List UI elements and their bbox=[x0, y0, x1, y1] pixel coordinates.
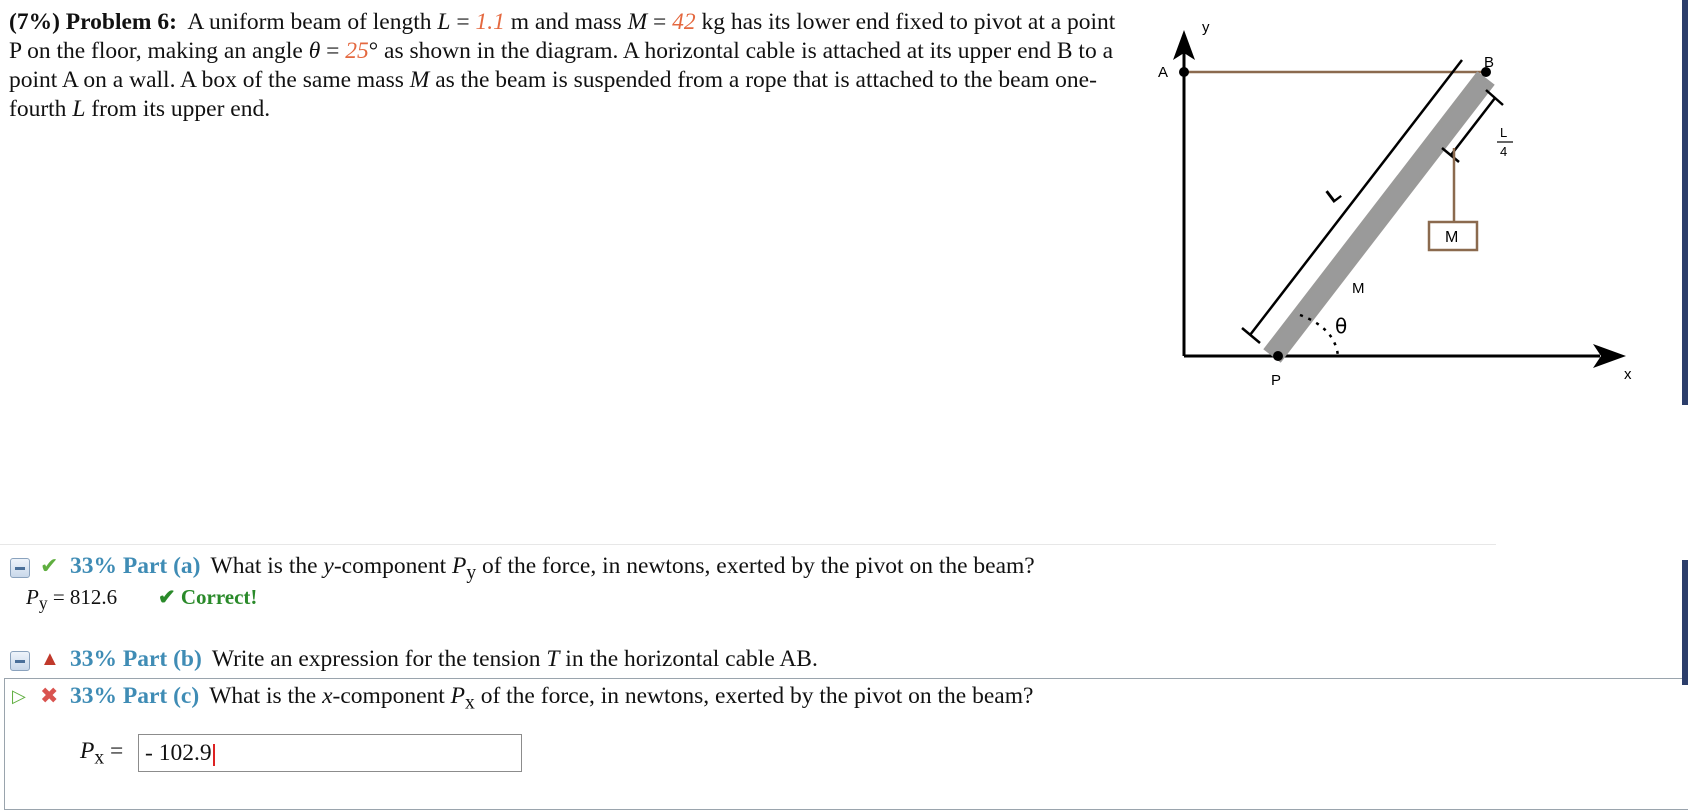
problem-label: Problem 6: bbox=[65, 9, 177, 35]
quarter-dim-tick-lower bbox=[1442, 148, 1459, 162]
play-icon[interactable]: ▷ bbox=[12, 686, 26, 706]
part-a-question-var: y bbox=[323, 553, 334, 579]
mass-symbol: M bbox=[627, 9, 648, 35]
problem-statement bbox=[9, 8, 1129, 124]
theta-value: 25 bbox=[345, 38, 369, 64]
problem-text-4: ° as shown in the diagram. A horizontal cable is attached at its upper end B to a point A on a wall. A box of the same mass bbox=[9, 38, 1114, 93]
mass-value: 42 bbox=[672, 9, 696, 35]
problem-text-1: A uniform beam of length bbox=[187, 9, 438, 35]
part-c-question-post: of the force, in newtons, exerted by the pivot on the beam? bbox=[474, 683, 1034, 709]
part-c-input-eq: = bbox=[104, 738, 124, 764]
part-c-input-sym: P bbox=[80, 738, 95, 764]
length-label: L bbox=[1322, 182, 1346, 208]
part-b-question-var: T bbox=[546, 646, 560, 672]
part-c-title[interactable]: 33% Part (c) bbox=[70, 683, 200, 709]
equals: = bbox=[320, 38, 346, 64]
part-a-answer-sub: y bbox=[38, 593, 48, 614]
quarter-dim-tick-upper bbox=[1486, 90, 1503, 105]
equals: = bbox=[647, 9, 673, 35]
scrollbar-lower[interactable] bbox=[1682, 560, 1688, 685]
part-a-question-sub: y bbox=[466, 562, 477, 584]
collapse-part-a-button[interactable] bbox=[10, 558, 30, 578]
part-a-answer bbox=[26, 585, 117, 614]
part-a-answer-value: = 812.6 bbox=[47, 585, 118, 609]
collapse-part-b-button[interactable] bbox=[10, 651, 30, 671]
problem-text-6: from its upper end. bbox=[85, 96, 271, 122]
part-a-question-pre: What is the bbox=[210, 553, 324, 579]
problem-text-3: kg has its lower end fixed to pivot at a point P on the floor, making an angle bbox=[9, 9, 1116, 64]
theta-label: θ bbox=[1335, 314, 1348, 338]
section-divider bbox=[0, 544, 1496, 545]
part-a-question-post: of the force, in newtons, exerted by the pivot on the beam? bbox=[476, 553, 1035, 579]
x-axis-label: x bbox=[1624, 366, 1632, 383]
part-c-question-sym: P bbox=[450, 683, 466, 709]
point-p-label: P bbox=[1271, 372, 1282, 389]
length-symbol: L bbox=[437, 9, 451, 35]
theta-symbol: θ bbox=[308, 38, 321, 64]
part-c-question-pre: What is the bbox=[209, 683, 323, 709]
part-b-question-post: in the horizontal cable AB. bbox=[559, 646, 818, 672]
part-a-question-mid: -component bbox=[333, 553, 452, 579]
length-dim-tick-lower bbox=[1242, 328, 1260, 343]
length-symbol-2: L bbox=[72, 96, 86, 122]
problem-weight: (7%) bbox=[9, 9, 60, 35]
quarter-label-numerator: L bbox=[1500, 125, 1508, 140]
box-mass-label: M bbox=[1445, 229, 1459, 246]
text-cursor bbox=[213, 744, 215, 766]
scrollbar-upper[interactable] bbox=[1682, 0, 1688, 405]
part-a-title[interactable]: 33% Part (a) bbox=[70, 553, 201, 579]
beam-diagram bbox=[1150, 10, 1650, 395]
equals: = bbox=[450, 9, 476, 35]
part-b-title[interactable]: 33% Part (b) bbox=[70, 646, 202, 672]
part-a-question-sym: P bbox=[451, 553, 467, 579]
problem-text-2: m and mass bbox=[504, 9, 628, 35]
quarter-label-denominator: 4 bbox=[1500, 144, 1508, 159]
part-a-answer-sym: P bbox=[26, 585, 39, 609]
part-a-status: ✔ Correct! bbox=[158, 585, 258, 609]
point-p bbox=[1273, 351, 1283, 361]
point-a-label: A bbox=[1158, 64, 1169, 81]
incorrect-icon: ✖ bbox=[40, 683, 59, 708]
warning-icon: ▲ bbox=[40, 648, 60, 670]
y-axis-label: y bbox=[1202, 19, 1210, 36]
part-c-input-sub: x bbox=[94, 747, 105, 769]
point-b-label: B bbox=[1484, 54, 1495, 71]
part-c-question-var: x bbox=[322, 683, 333, 709]
point-a bbox=[1179, 67, 1189, 77]
part-c-input-value: - 102.9 bbox=[145, 740, 212, 766]
checkmark-icon: ✔ bbox=[40, 553, 59, 578]
part-c-input-label bbox=[80, 738, 123, 770]
part-c-question-mid: -component bbox=[332, 683, 451, 709]
part-c-question-sub: x bbox=[465, 692, 475, 714]
box-mass-symbol: M bbox=[409, 67, 430, 93]
part-b-question-pre: Write an expression for the tension bbox=[211, 646, 547, 672]
problem-text-5: as the beam is suspended from a rope that is attached to the beam one-fourth bbox=[9, 67, 1097, 122]
part-c-answer-input[interactable] bbox=[138, 734, 522, 772]
beam-mass-label: M bbox=[1352, 280, 1365, 297]
length-value: 1.1 bbox=[475, 9, 505, 35]
